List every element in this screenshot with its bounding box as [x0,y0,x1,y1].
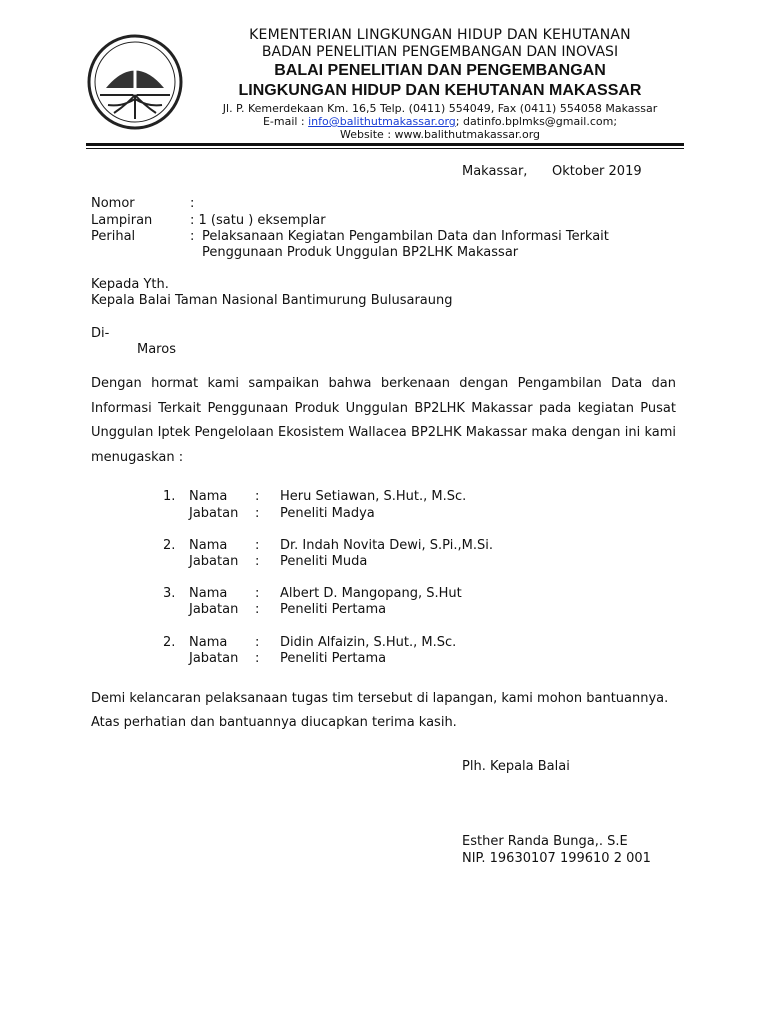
recipient-greeting: Kepada Yth. [91,277,169,292]
member-job-colon: : [255,602,260,617]
member-job-label: Jabatan [189,506,239,521]
nomor-value: : [190,196,195,211]
member-name: Didin Alfaizin, S.Hut., M.Sc. [280,635,457,650]
lampiran-value: : 1 (satu ) eksemplar [190,213,326,228]
member-job: Peneliti Pertama [280,602,387,617]
member-name-colon: : [255,586,260,601]
member-job-colon: : [255,506,260,521]
member-job-label: Jabatan [189,602,239,617]
header-divider-thin [86,148,684,149]
member-job-colon: : [255,651,260,666]
signature-title: Plh. Kepala Balai [462,759,570,774]
email-link[interactable]: info@balithutmakassar.org [308,115,456,128]
member-job-label: Jabatan [189,554,239,569]
date-month-year: Oktober 2019 [552,164,642,179]
email-line [205,115,675,128]
recipient-place: Maros [137,342,176,357]
member-name-label: Nama [189,489,228,504]
member-name: Heru Setiawan, S.Hut., M.Sc. [280,489,467,504]
member-job: Peneliti Madya [280,506,375,521]
signatory-name: Esther Randa Bunga,. S.E [462,834,628,849]
institute-name-line2: LINGKUNGAN HIDUP DAN KEHUTANAN MAKASSAR [238,82,642,99]
member-job: Peneliti Pertama [280,651,387,666]
member-number: 2. [163,635,176,650]
recipient-name: Kepala Balai Taman Nasional Bantimurung Bulusaraung [91,293,453,308]
website-line: Website : www.balithutmakassar.org [339,128,541,141]
member-number: 1. [163,489,176,504]
closing-line2: Atas perhatian dan bantuannya diucapkan terima kasih. [91,715,457,730]
member-name-colon: : [255,635,260,650]
institute-name-line1: BALAI PENELITIAN DAN PENGEMBANGAN [274,62,606,79]
address-line: Jl. P. Kemerdekaan Km. 16,5 Telp. (0411) 554049, Fax (0411) 554058 Makassar [222,102,658,115]
perihal-colon: : [190,229,195,244]
perihal-label: Perihal [91,229,136,244]
perihal-line2: Penggunaan Produk Unggulan BP2LHK Makassar [202,245,519,260]
recipient-di: Di- [91,326,110,341]
member-number: 3. [163,586,176,601]
member-name-label: Nama [189,586,228,601]
lampiran-label: Lampiran [91,213,153,228]
member-name-label: Nama [189,635,228,650]
member-name-colon: : [255,489,260,504]
email-suffix: ; datinfo.bplmks@gmail.com; [455,115,618,128]
member-job: Peneliti Muda [280,554,368,569]
member-job-colon: : [255,554,260,569]
ministry-name: KEMENTERIAN LINGKUNGAN HIDUP DAN KEHUTANAN [249,27,631,43]
signatory-nip: NIP. 19630107 199610 2 001 [462,851,651,866]
agency-name: BADAN PENELITIAN PENGEMBANGAN DAN INOVASI [261,44,619,60]
ministry-logo [86,33,184,131]
member-name: Albert D. Mangopang, S.Hut [280,586,462,601]
perihal-line1: Pelaksanaan Kegiatan Pengambilan Data dan Informasi Terkait [202,229,609,244]
header-divider-thick [86,143,684,146]
member-name-colon: : [255,538,260,553]
email-prefix: E-mail : [262,115,309,128]
intro-paragraph: Dengan hormat kami sampaikan bahwa berkenaan dengan Pengambilan Data dan Informasi Terkait Penggunaan Produk Unggulan BP2LHK Makassar pada kegiatan Pusat Unggulan Iptek Pengelolaan Ekosistem Wallacea BP2LHK Makassar maka dengan ini kami menugaskan : [91,376,676,465]
member-job-label: Jabatan [189,651,239,666]
member-name-label: Nama [189,538,228,553]
date-city: Makassar, [462,164,528,179]
member-number: 2. [163,538,176,553]
member-name: Dr. Indah Novita Dewi, S.Pi.,M.Si. [280,538,493,553]
closing-line1: Demi kelancaran pelaksanaan tugas tim tersebut di lapangan, kami mohon bantuannya. [91,691,669,706]
nomor-label: Nomor [91,196,135,211]
